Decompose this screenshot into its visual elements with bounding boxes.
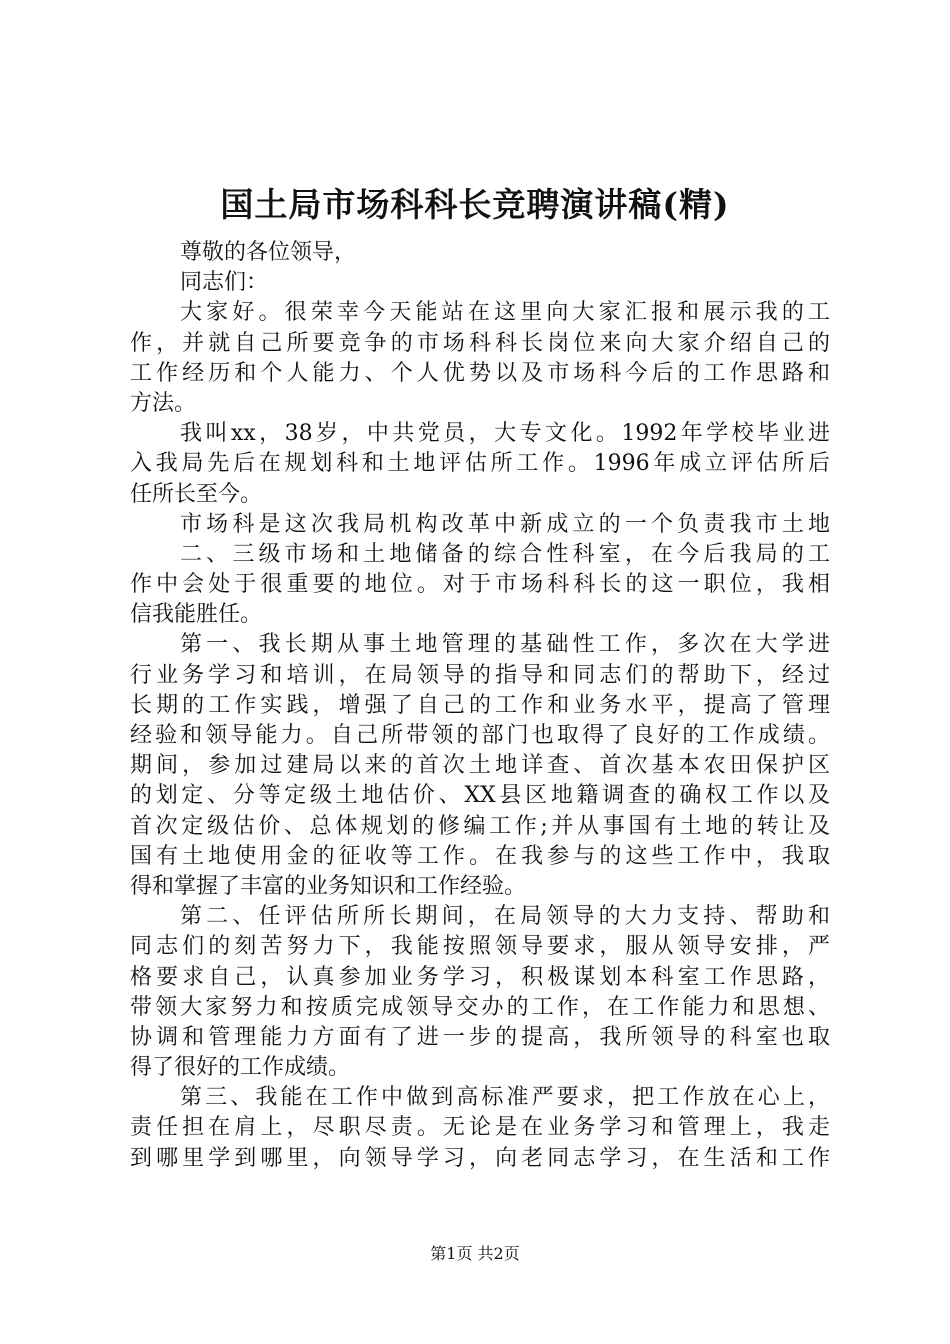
body-line: 第三、我能在工作中做到高标准严要求，把工作放在心上， [180, 1085, 830, 1111]
document-body [130, 238, 830, 1174]
page-footer: 第1页 共2页 [430, 1244, 520, 1263]
body-line: 带领大家努力和按质完成领导交办的工作，在工作能力和思想、 [130, 994, 830, 1020]
body-line: 二、三级市场和土地储备的综合性科室，在今后我局的工 [180, 541, 830, 567]
body-line: 得和掌握了丰富的业务知识和工作经验。 [130, 873, 527, 899]
body-line: 尊敬的各位领导， [180, 240, 357, 265]
body-line: 第一、我长期从事土地管理的基础性工作，多次在大学进 [180, 632, 830, 658]
body-line: 首次定级估价、总体规划的修编工作;并从事国有土地的转让及 [130, 813, 830, 839]
body-line: 责任担在肩上，尽职尽责。无论是在业务学习和管理上，我走 [130, 1115, 830, 1141]
body-line: 同志们的刻苦努力下，我能按照领导要求，服从领导安排，严 [130, 934, 830, 960]
body-line: 到哪里学到哪里，向领导学习，向老同志学习，在生活和工作 [130, 1145, 830, 1171]
body-line: 作，并就自己所要竞争的市场科科长岗位来向大家介绍自己的 [130, 330, 830, 356]
body-line: 同志们： [180, 270, 269, 296]
body-line: 作中会处于很重要的地位。对于市场科科长的这一职位，我相 [130, 572, 830, 598]
body-line: 方法。 [130, 390, 197, 416]
body-line: 我叫xx，38岁，中共党员，大专文化。1992年学校毕业进 [180, 421, 830, 447]
body-line: 行业务学习和培训，在局领导的指导和同志们的帮助下，经过 [130, 662, 830, 688]
body-line: 协调和管理能力方面有了进一步的提高，我所领导的科室也取 [130, 1024, 830, 1050]
body-line: 得了很好的工作成绩。 [130, 1055, 351, 1081]
body-line: 长期的工作实践，增强了自己的工作和业务水平，提高了管理 [130, 692, 830, 718]
body-line: 工作经历和个人能力、个人优势以及市场科今后的工作思路和 [130, 360, 830, 386]
body-line: 信我能胜任。 [130, 602, 263, 628]
body-line: 期间，参加过建局以来的首次土地详查、首次基本农田保护区 [130, 753, 830, 779]
body-line: 入我局先后在规划科和土地评估所工作。1996年成立评估所后 [130, 451, 830, 477]
body-line: 国有土地使用金的征收等工作。在我参与的这些工作中，我取 [130, 843, 830, 869]
document-title: 国土局市场科科长竞聘演讲稿(精) [220, 185, 730, 224]
body-line: 经验和领导能力。自己所带领的部门也取得了良好的工作成绩。 [130, 723, 830, 748]
body-line: 任所长至今。 [130, 481, 263, 507]
body-line: 第二、任评估所所长期间，在局领导的大力支持、帮助和 [180, 904, 830, 930]
body-line: 大家好。很荣幸今天能站在这里向大家汇报和展示我的工 [180, 300, 830, 326]
body-line: 市场科是这次我局机构改革中新成立的一个负责我市土地 [180, 511, 830, 537]
body-line: 的划定、分等定级土地估价、XX县区地籍调查的确权工作以及 [130, 783, 830, 809]
body-line: 格要求自己，认真参加业务学习，积极谋划本科室工作思路， [130, 964, 830, 990]
